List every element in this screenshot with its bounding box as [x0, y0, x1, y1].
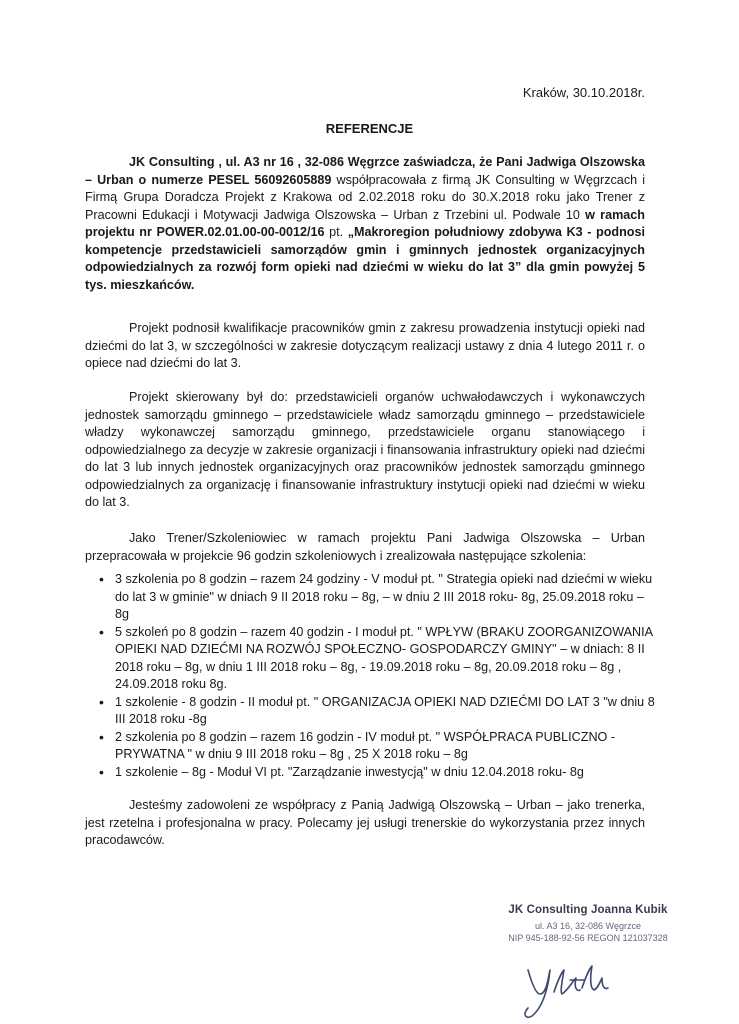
intro-project-number: w ramach projektu nr POWER.02.01.00-00-0012/16 — [85, 207, 645, 239]
training-item: • 1 szkolenie – 8g - Moduł VI pt. "Zarządzanie inwestycją" w dniu 12.04.2018 roku- 8g — [85, 764, 655, 782]
stamp-address: ul. A3 16, 32-086 Węgrzce — [534, 920, 642, 931]
project-scope-text: Projekt podnosił kwalifikacje pracowników gmin z zakresu prowadzenia instytucji opieki nad dziećmi do lat 3, w szczególności w zakresie dotyczącym realizacji ustawy z dnia 4 lutego 2011 r. o opiece nad dziećmi do lat 3. — [85, 321, 645, 370]
document-date: Kraków, 30.10.2018r. — [522, 85, 645, 100]
training-item: • 5 szkoleń po 8 godzin – razem 40 godzin - I moduł pt. " WPŁYW (BRAKU ZOORGANIZOWANIA OPIEKI NAD DZIEĆMI NA ROZWÓJ SPOŁECZNO- GOSPODARCZY GMINY" – w dniach: 8 II 2018 roku – 8g, w dniu 1 III 2018 roku – 8g, - 19.09.2018 roku – 8g, 20.09.2018 roku – 8g , 24.09.2018 roku 8g. — [85, 624, 655, 694]
target-group-paragraph — [85, 389, 645, 512]
stamp-company-name: JK Consulting Joanna Kubik — [508, 904, 668, 916]
target-group-text: Projekt skierowany był do: przedstawicieli organów uchwałodawczych i wykonawczych jednostek samorządu gminnego – przedstawiciele władz samorządu gminnego – przedstawiciele władzy wykonawczej samorządu gminnego, przedstawiciele organu stanowiącego i odpowiedzialnego za decyzje w zakresie organizacji i finansowania infrastruktury opieki nad dziećmi do lat 3 lub innych jednostek organizacyjnych oraz pracowników jednostek samorządu gminnego odpowiedzialnych za organizację i finansowanie infrastruktury instytucji opieki nad dziećmi w wieku do lat 3. — [85, 390, 645, 509]
intro-cooperation-text: współpracowała z firmą JK Consulting w Węgrzcach i Firmą Grupa Doradcza Projekt z Krakowa od 2.02.2018 roku do 30.X.2018 roku jako Trener z Pracowni Edukacji i Motywacji Jadwiga Olszowska – Urban z Trzebini ul. Podwale 10 — [85, 172, 645, 222]
intro-paragraph — [85, 154, 645, 294]
recommendation-text: Jesteśmy zadowoleni ze współpracy z Panią Jadwigą Olszowską – Urban – jako trenerka, jest rzetelna i profesjonalna w pracy. Polecamy jej usługi trenerskie do wykorzystania przez innych pracodawców. — [85, 798, 645, 847]
stamp-tax-ids: NIP 945-188-92-56 REGON 121037328 — [508, 932, 668, 943]
training-item: • 1 szkolenie - 8 godzin - II moduł pt. " ORGANIZACJA OPIEKI NAD DZIEĆMI DO LAT 3 "w dniu 8 III 2018 roku -8g — [85, 694, 655, 729]
document-title: REFERENCJE — [325, 121, 414, 136]
recommendation-paragraph — [85, 797, 645, 850]
trainer-work-paragraph — [85, 530, 645, 565]
company-stamp — [488, 902, 688, 944]
handwritten-signature — [510, 950, 620, 1020]
intro-pt-text: pt. — [324, 225, 348, 239]
intro-company-text: JK Consulting , ul. A3 nr 16 , 32-086 Węgrzce zaświadcza, że Pani Jadwiga Olszowska – Urban o numerze PESEL 56092605889 — [85, 155, 645, 187]
training-list — [85, 571, 655, 781]
trainer-work-text: Jako Trener/Szkoleniowiec w ramach projektu Pani Jadwiga Olszowska – Urban przepracowała w projekcie 96 godzin szkoleniowych i zrealizowała następujące szkolenia: — [85, 531, 645, 563]
intro-project-title: „Makroregion południowy zdobywa K3 - podnosi kompetencje przedstawicieli samorządów gmin i gminnych jednostek organizacyjnych odpowiedzialnych za rozwój form opieki nad dziećmi w wieku do lat 3” dla gmin powyżej 5 tys. mieszkańców. — [85, 225, 645, 292]
project-scope-paragraph — [85, 320, 645, 373]
training-item: • 3 szkolenia po 8 godzin – razem 24 godziny - V moduł pt. " Strategia opieki nad dziećmi w wieku do lat 3 w gminie" w dniach 9 II 2018 roku – 8g, – w dniu 2 III 2018 roku- 8g, 25.09.2018 roku – 8g — [85, 571, 655, 624]
training-item: • 2 szkolenia po 8 godzin – razem 16 godzin - IV moduł pt. " WSPÓŁPRACA PUBLICZNO - PRYWATNA " w dniu 9 III 2018 roku – 8g , 25 X 2018 roku – 8g — [85, 729, 655, 764]
